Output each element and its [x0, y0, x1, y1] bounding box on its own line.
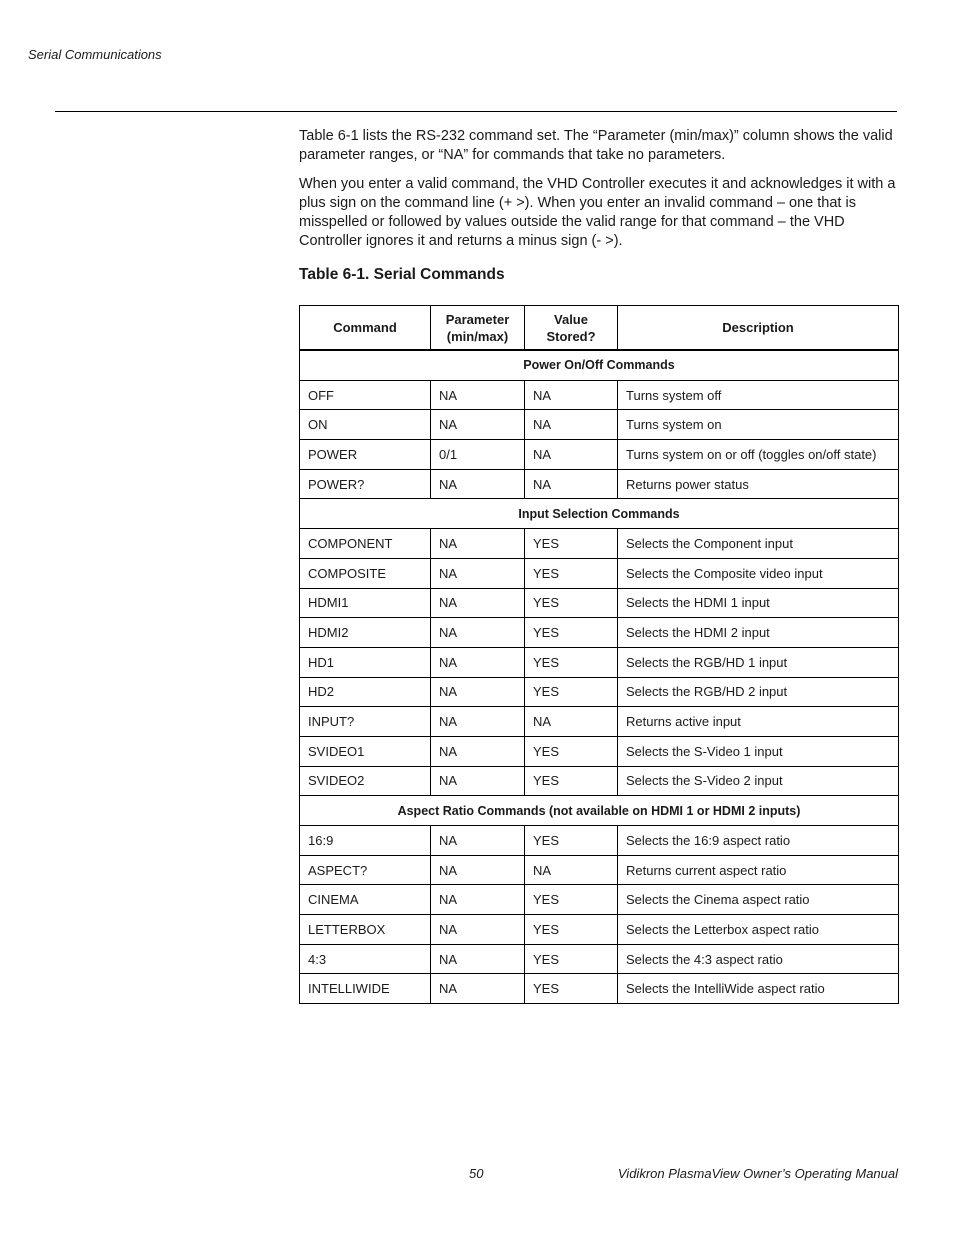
- cell-command: ASPECT?: [300, 855, 431, 885]
- col-header-command: Command: [300, 306, 431, 351]
- cell-value-stored: YES: [525, 647, 618, 677]
- cell-command: HDMI2: [300, 618, 431, 648]
- cell-description: Returns current aspect ratio: [618, 855, 899, 885]
- cell-command: HDMI1: [300, 588, 431, 618]
- cell-command: POWER?: [300, 469, 431, 499]
- col-header-description: Description: [618, 306, 899, 351]
- cell-parameter: NA: [431, 736, 525, 766]
- section-row: [300, 499, 899, 529]
- cell-value-stored: NA: [525, 410, 618, 440]
- cell-description: Selects the HDMI 1 input: [618, 588, 899, 618]
- page-number: 50: [469, 1166, 484, 1181]
- table-title: Table 6-1. Serial Commands: [299, 266, 505, 283]
- cell-command: LETTERBOX: [300, 915, 431, 945]
- cell-description: Turns system off: [618, 380, 899, 410]
- col-header-parameter: Parameter (min/max): [431, 306, 525, 351]
- cell-command: 16:9: [300, 826, 431, 856]
- header-rule: [55, 111, 897, 112]
- cell-parameter: NA: [431, 677, 525, 707]
- cell-parameter: NA: [431, 944, 525, 974]
- cell-parameter: NA: [431, 529, 525, 559]
- table-row: [300, 618, 899, 648]
- cell-command: INTELLIWIDE: [300, 974, 431, 1004]
- section-row: [300, 350, 899, 380]
- cell-description: Selects the 16:9 aspect ratio: [618, 826, 899, 856]
- section-title: Input Selection Commands: [300, 499, 899, 529]
- cell-value-stored: YES: [525, 588, 618, 618]
- cell-value-stored: YES: [525, 826, 618, 856]
- table-row: [300, 410, 899, 440]
- cell-parameter: NA: [431, 707, 525, 737]
- cell-parameter: NA: [431, 647, 525, 677]
- cell-command: SVIDEO1: [300, 736, 431, 766]
- cell-parameter: NA: [431, 410, 525, 440]
- cell-command: INPUT?: [300, 707, 431, 737]
- table-row: [300, 826, 899, 856]
- cell-value-stored: YES: [525, 766, 618, 796]
- cell-description: Returns active input: [618, 707, 899, 737]
- cell-description: Selects the Letterbox aspect ratio: [618, 915, 899, 945]
- cell-parameter: NA: [431, 766, 525, 796]
- cell-description: Turns system on: [618, 410, 899, 440]
- cell-parameter: NA: [431, 885, 525, 915]
- cell-value-stored: NA: [525, 380, 618, 410]
- cell-command: OFF: [300, 380, 431, 410]
- cell-value-stored: YES: [525, 736, 618, 766]
- cell-parameter: NA: [431, 974, 525, 1004]
- cell-description: Selects the S-Video 2 input: [618, 766, 899, 796]
- cell-parameter: NA: [431, 380, 525, 410]
- cell-description: Selects the HDMI 2 input: [618, 618, 899, 648]
- intro-paragraph-2: When you enter a valid command, the VHD Controller executes it and acknowledges it with a plus sign on the command line (+ >). When you enter an invalid command – one that is misspelled or followed by values outside the valid range for that command – the VHD Controller ignores it and returns a minus sign (- >).: [299, 176, 896, 249]
- cell-description: Selects the RGB/HD 1 input: [618, 647, 899, 677]
- cell-value-stored: YES: [525, 558, 618, 588]
- cell-parameter: NA: [431, 588, 525, 618]
- cell-value-stored: YES: [525, 974, 618, 1004]
- cell-description: Selects the RGB/HD 2 input: [618, 677, 899, 707]
- table-body: [300, 350, 899, 1004]
- cell-description: Selects the Cinema aspect ratio: [618, 885, 899, 915]
- table-row: [300, 677, 899, 707]
- cell-parameter: NA: [431, 826, 525, 856]
- cell-command: COMPONENT: [300, 529, 431, 559]
- section-row: [300, 796, 899, 826]
- section-title: Aspect Ratio Commands (not available on HDMI 1 or HDMI 2 inputs): [300, 796, 899, 826]
- table-row: [300, 440, 899, 470]
- cell-parameter: NA: [431, 855, 525, 885]
- cell-command: SVIDEO2: [300, 766, 431, 796]
- cell-value-stored: YES: [525, 618, 618, 648]
- cell-command: ON: [300, 410, 431, 440]
- cell-value-stored: YES: [525, 915, 618, 945]
- cell-value-stored: NA: [525, 440, 618, 470]
- cell-description: Selects the IntelliWide aspect ratio: [618, 974, 899, 1004]
- table-row: [300, 855, 899, 885]
- table-row: [300, 915, 899, 945]
- cell-description: Selects the S-Video 1 input: [618, 736, 899, 766]
- cell-parameter: NA: [431, 469, 525, 499]
- table-header-row: [300, 306, 899, 351]
- table-row: [300, 944, 899, 974]
- table-row: [300, 736, 899, 766]
- table-row: [300, 380, 899, 410]
- cell-value-stored: YES: [525, 677, 618, 707]
- cell-description: Turns system on or off (toggles on/off state): [618, 440, 899, 470]
- serial-commands-table: [299, 305, 899, 1004]
- table-row: [300, 469, 899, 499]
- section-title: Power On/Off Commands: [300, 350, 899, 380]
- table-row: [300, 707, 899, 737]
- cell-description: Returns power status: [618, 469, 899, 499]
- cell-command: POWER: [300, 440, 431, 470]
- cell-parameter: 0/1: [431, 440, 525, 470]
- cell-parameter: NA: [431, 915, 525, 945]
- cell-command: CINEMA: [300, 885, 431, 915]
- table-row: [300, 588, 899, 618]
- table-row: [300, 885, 899, 915]
- table-row: [300, 529, 899, 559]
- table-row: [300, 974, 899, 1004]
- cell-description: Selects the Composite video input: [618, 558, 899, 588]
- running-header: Serial Communications: [28, 47, 162, 62]
- table-row: [300, 647, 899, 677]
- cell-value-stored: NA: [525, 707, 618, 737]
- cell-parameter: NA: [431, 618, 525, 648]
- cell-value-stored: NA: [525, 469, 618, 499]
- cell-value-stored: YES: [525, 529, 618, 559]
- cell-command: 4:3: [300, 944, 431, 974]
- table-row: [300, 766, 899, 796]
- cell-command: HD2: [300, 677, 431, 707]
- cell-parameter: NA: [431, 558, 525, 588]
- cell-value-stored: YES: [525, 944, 618, 974]
- cell-description: Selects the 4:3 aspect ratio: [618, 944, 899, 974]
- intro-paragraph-1: Table 6-1 lists the RS-232 command set. The “Parameter (min/max)” column shows the valid parameter ranges, or “NA” for commands that take no parameters.: [299, 128, 893, 163]
- cell-command: HD1: [300, 647, 431, 677]
- col-header-value-stored: Value Stored?: [525, 306, 618, 351]
- cell-value-stored: NA: [525, 855, 618, 885]
- table-row: [300, 558, 899, 588]
- cell-command: COMPOSITE: [300, 558, 431, 588]
- cell-description: Selects the Component input: [618, 529, 899, 559]
- cell-value-stored: YES: [525, 885, 618, 915]
- manual-title: Vidikron PlasmaView Owner’s Operating Manual: [617, 1166, 898, 1181]
